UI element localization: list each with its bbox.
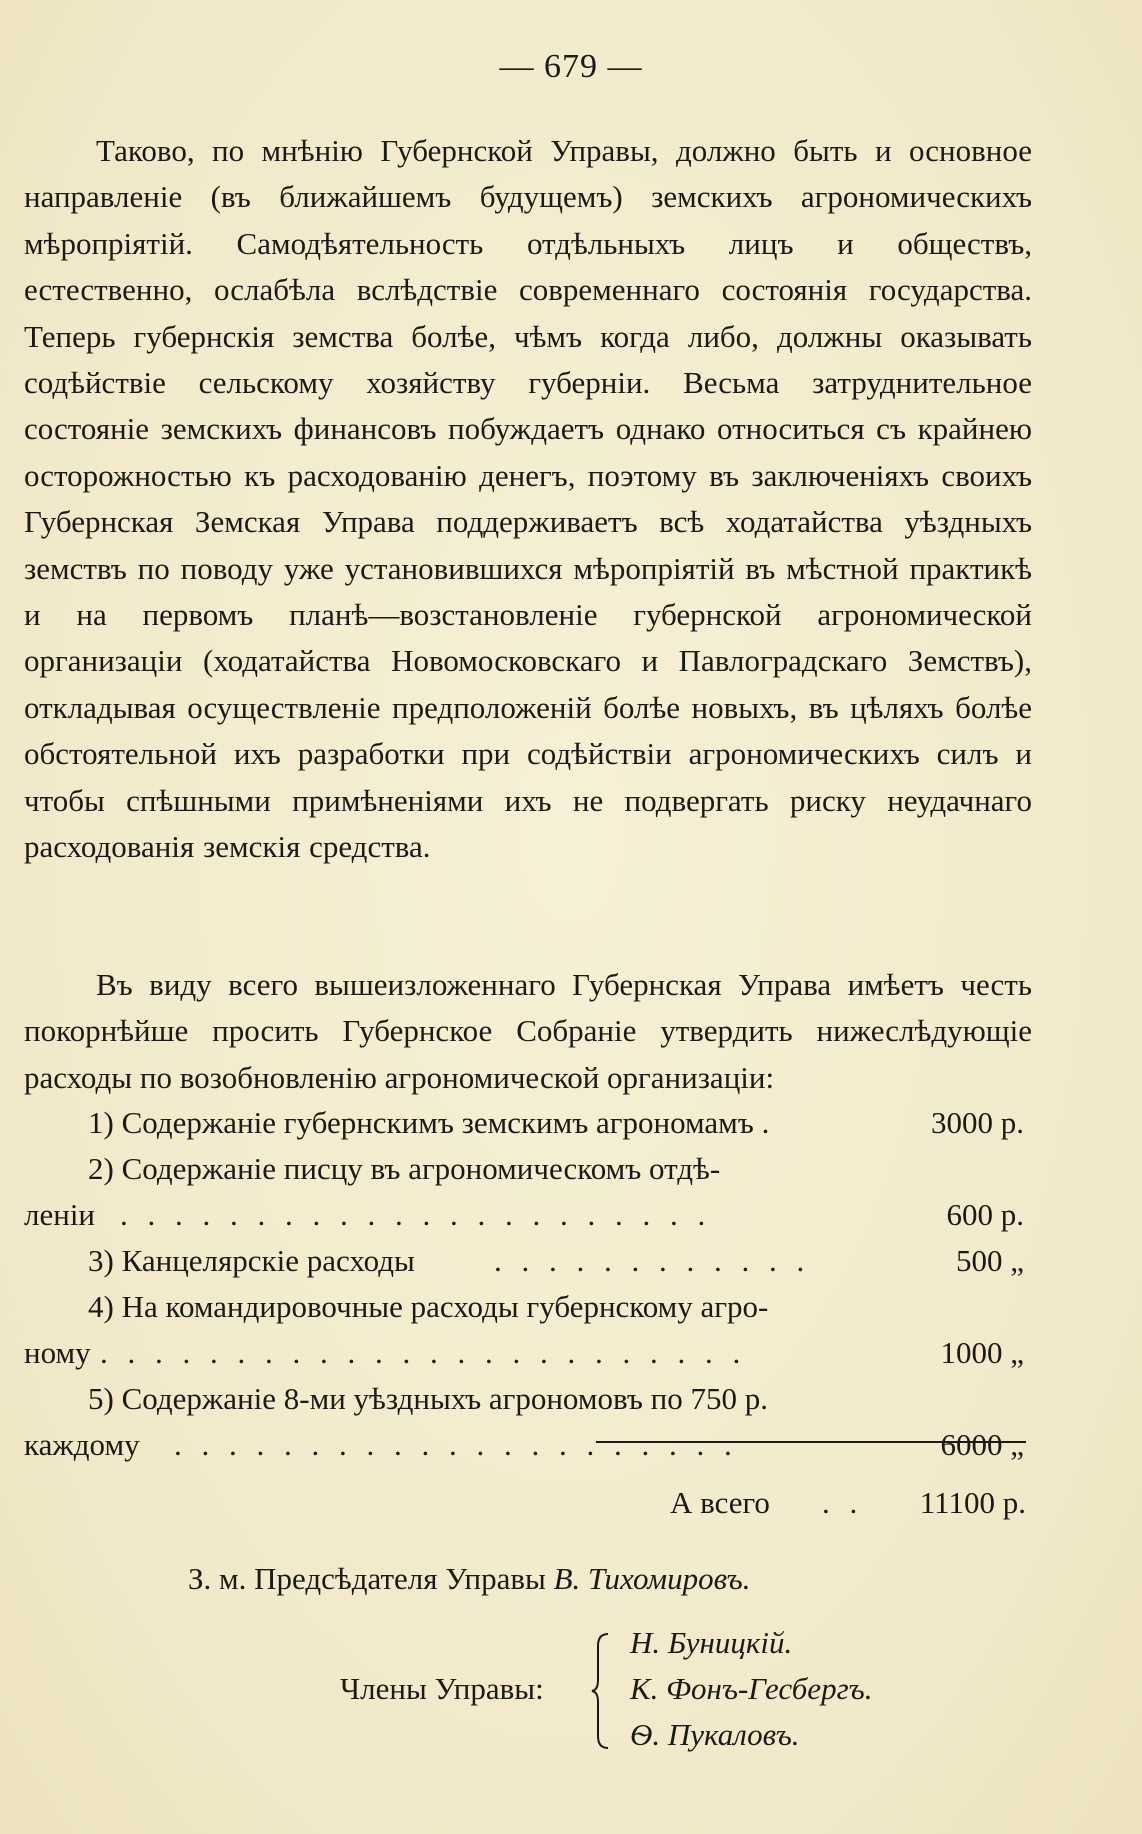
expense-item-label-cont: каждому: [24, 1427, 140, 1462]
signature-name: В. Тихомировъ.: [553, 1561, 751, 1596]
curly-brace: [590, 1632, 610, 1750]
expense-item-1: [24, 1100, 1032, 1146]
expense-item-4: [24, 1284, 1032, 1330]
leader-dots: . . . . . . . . . . . .: [494, 1243, 811, 1278]
expense-item-amount: 3000 р.: [931, 1105, 1024, 1140]
members-label: Члены Управы:: [340, 1671, 544, 1706]
total-amount: 11100 р.: [919, 1485, 1026, 1520]
leader-dots: . . . . . . . . . . . . . . . . . . . . . . . .: [100, 1335, 747, 1370]
expense-item-label: 4) На командировочные расходы губернскому агро-: [88, 1289, 769, 1324]
expense-item-5: [24, 1376, 1032, 1422]
expense-item-5-cont: [24, 1422, 1032, 1468]
expense-item-3: [24, 1238, 1032, 1284]
total-label: А всего: [670, 1485, 770, 1520]
chair-signature: [188, 1556, 750, 1602]
expense-item-amount: 600 р.: [946, 1197, 1024, 1232]
expense-item-label: 5) Содержаніе 8-ми уѣздныхъ агрономовъ по 750 р.: [88, 1381, 768, 1416]
paragraph-intro: Таково, по мнѣнію Губернской Управы, должно быть и основное направленіе (въ ближайшемъ будущемъ) земскихъ агрономическихъ мѣропріятій. Самодѣятельность отдѣльныхъ лицъ и обществъ, естественно, ослабѣла вслѣдствіе современнаго состоянія государства. Теперь губернскія земства болѣе, чѣмъ когда либо, должны оказывать содѣйствіе сельскому хозяйству губерніи. Весьма затруднительное состояніе земскихъ финансовъ побуждаетъ однако относиться съ крайнею осторожностью къ расходованію денегъ, поэтому въ заключеніяхъ своихъ Губернская Земская Управа поддерживаетъ всѣ ходатайства уѣздныхъ земствъ по поводу уже установившихся мѣропріятій въ мѣстной практикѣ и на первомъ планѣ—возстановленіе губернской агрономической организаціи (ходатайства Новомосковскаго и Павлоградскаго Земствъ), откладывая осуществленіе предположеній болѣе новыхъ, въ цѣляхъ болѣе обстоятельной ихъ разработки при содѣйствіи агрономическихъ силъ и чтобы спѣшными примѣненіями ихъ не подвергать риску неудачнаго расходованія земскія средства.: [24, 133, 1032, 865]
members-list: [630, 1620, 873, 1758]
expense-item-2-cont: [24, 1192, 1032, 1238]
expense-item-4-cont: [24, 1330, 1032, 1376]
leader-dots: . . . . . . . . . . . . . . . . . . . . . .: [120, 1197, 712, 1232]
page-number: — 679 —: [499, 48, 643, 85]
expense-item-label: 1) Содержаніе губернскимъ земскимъ агрономамъ .: [88, 1105, 770, 1140]
member-name: Ѳ. Пукаловъ.: [630, 1717, 800, 1752]
member-name: К. Фонъ-Гесбергъ.: [630, 1671, 873, 1706]
leader-dots: . .: [822, 1485, 864, 1520]
expense-item-amount: 6000 „: [940, 1427, 1024, 1462]
expense-item-amount: 500 „: [955, 1243, 1024, 1278]
member-name: Н. Буницкій.: [630, 1625, 793, 1660]
signature-title: З. м. Предсѣдателя Управы: [188, 1561, 546, 1596]
expense-item-amount: 1000 „: [940, 1335, 1024, 1370]
expense-item-label: 2) Содержаніе писцу въ агрономическомъ отдѣ-: [88, 1151, 721, 1186]
expense-item-label-cont: леніи: [24, 1197, 96, 1232]
paragraph-request: Въ виду всего вышеизложеннаго Губернская Управа имѣетъ честь покорнѣйше просить Губернское Собраніе утвердить нижеслѣдующіе расходы по возобновленію агрономической организаціи:: [24, 967, 1032, 1095]
expense-item-label-cont: ному: [24, 1335, 91, 1370]
sum-rule: [596, 1441, 1026, 1443]
expense-item-label: 3) Канцелярскіе расходы: [88, 1243, 415, 1278]
leader-dots: . . . . . . . . . . . . . . . . . . . . .: [174, 1427, 738, 1462]
expense-item-2: [24, 1146, 1032, 1192]
